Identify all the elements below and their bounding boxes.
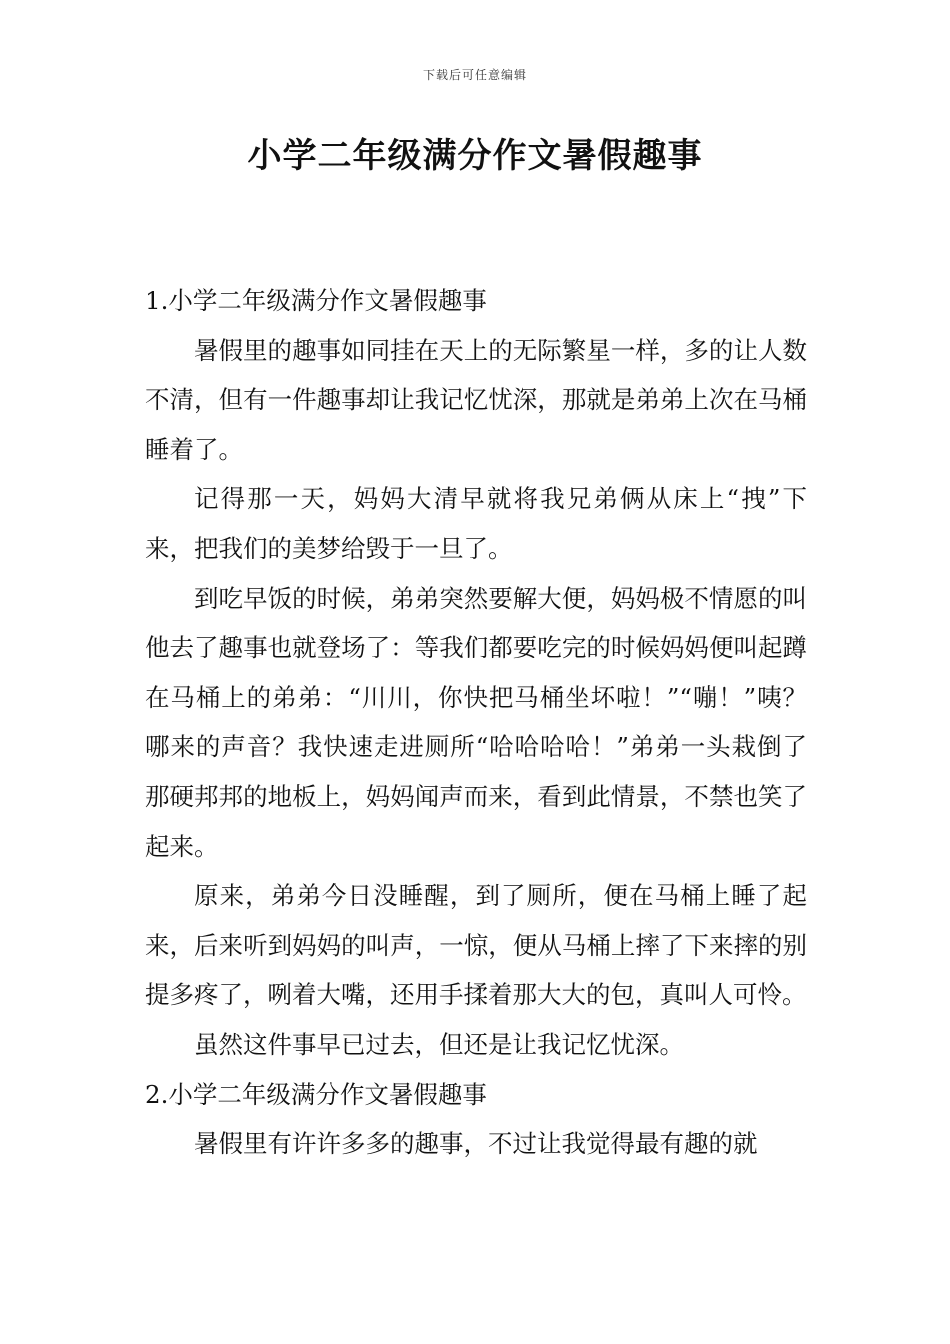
- section-heading-2: 2.小学二年级满分作文暑假趣事: [145, 1079, 487, 1109]
- section-heading-1: 1.小学二年级满分作文暑假趣事: [145, 286, 487, 315]
- paragraph: 原来，弟弟今日没睡醒，到了厕所，便在马桶上睡了起来，后来听到妈妈的叫声，一惊，便从马桶上摔了下来摔的别提多疼了，咧着大嘴，还用手揉着那大大的包，真叫人可怜。: [145, 881, 807, 1010]
- paragraph: 暑假里有许许多多的趣事，不过让我觉得最有趣的就: [194, 1129, 758, 1159]
- paragraph: 记得那一天，妈妈大清早就将我兄弟俩从床上“拽”下来，把我们的美梦给毁于一旦了。: [145, 484, 807, 563]
- paragraph: 暑假里的趣事如同挂在天上的无际繁星一样，多的让人数不清，但有一件趣事却让我记忆忧深，那就是弟弟上次在马桶睡着了。: [145, 335, 807, 464]
- paragraph: 到吃早饭的时候，弟弟突然要解大便，妈妈极不情愿的叫他去了趣事也就登场了：等我们都要吃完的时候妈妈便叫起蹲在马桶上的弟弟：“川川，你快把马桶坐坏啦！”“嘣！”咦？哪来的声音？我快速走进厕所“哈哈哈哈！”弟弟一头栽倒了那硬邦邦的地板上，妈妈闻声而来，看到此情景，不禁也笑了起来。: [145, 583, 807, 861]
- header-note: 下载后可任意编辑: [422, 68, 527, 82]
- paragraph: 虽然这件事早已过去，但还是让我记忆忧深。: [194, 1029, 684, 1059]
- document-body: [145, 276, 807, 1169]
- document-title: 小学二年级满分作文暑假趣事: [247, 136, 703, 176]
